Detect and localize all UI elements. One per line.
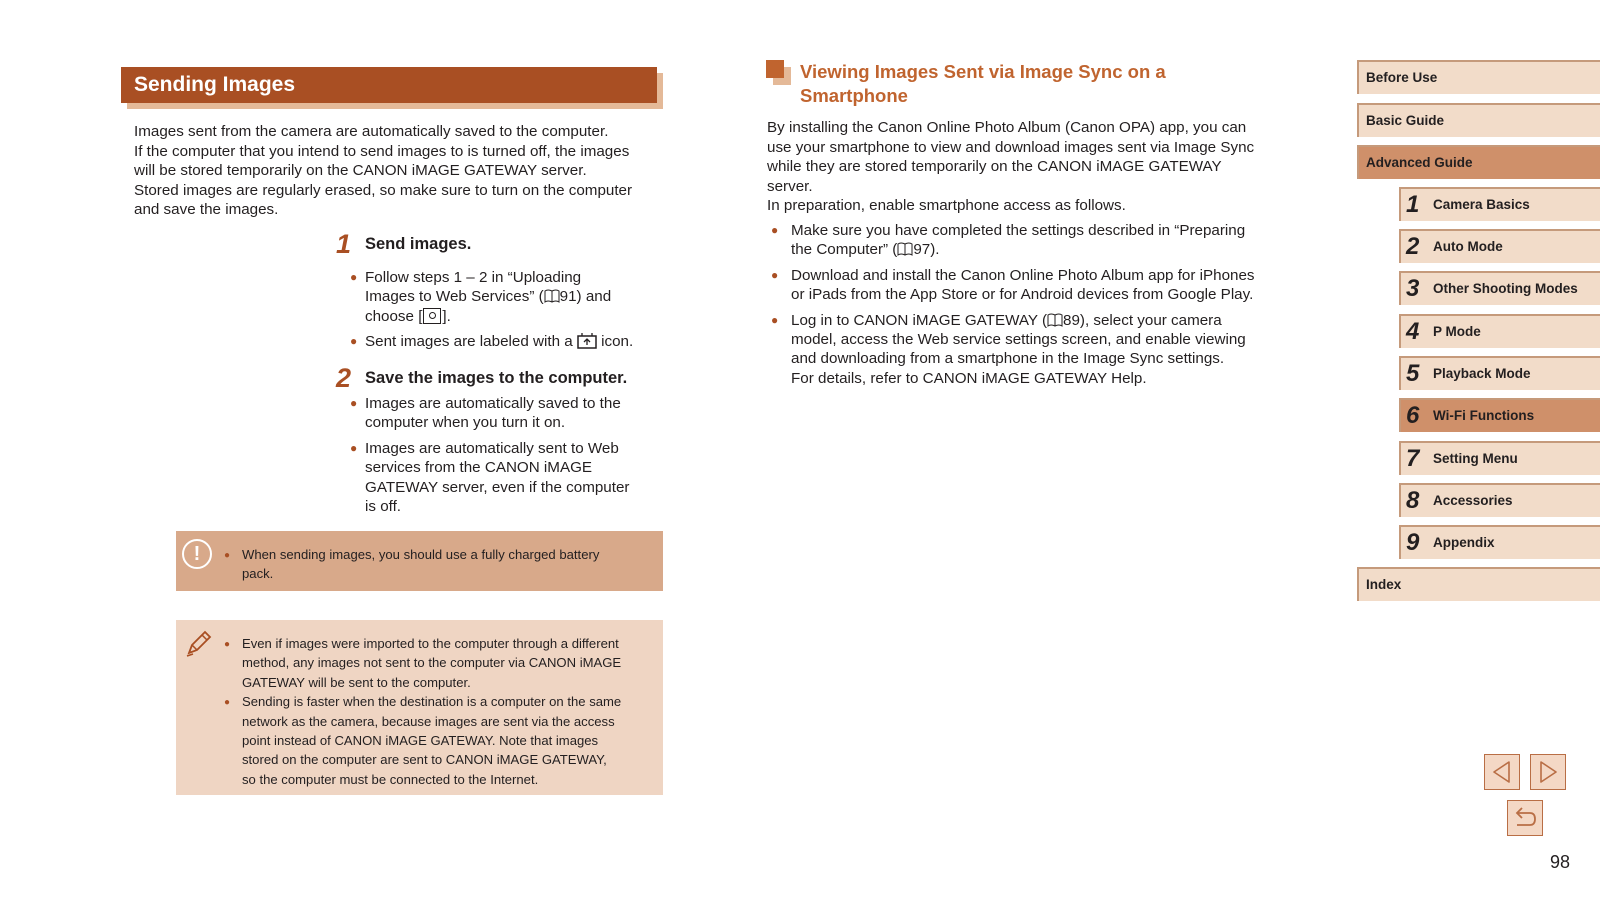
chapter-label: Wi-Fi Functions bbox=[1433, 408, 1535, 423]
bullet-icon: ● bbox=[771, 223, 779, 237]
chapter-label: Accessories bbox=[1433, 493, 1513, 508]
sent-label-icon bbox=[577, 333, 597, 349]
list-item: ● Sending is faster when the destination is a computer on the same network as the camera, because images are sent via the access point instead of CANON iMAGE GATEWAY. Note that images stored on the computer are sent to CANON iMAGE GATEWAY, so the computer must be connected to the Internet. bbox=[224, 694, 622, 787]
list-item: ● Make sure you have completed the settings described in “Preparing the Computer” ( 97). bbox=[771, 222, 1246, 259]
bullet-icon: ● bbox=[771, 312, 779, 327]
step-2 bbox=[336, 364, 666, 524]
list-item: ● Log in to CANON iMAGE GATEWAY ( 89), select your camera model, access the Web service settings screen, and enable viewing and downloading from a smartphone in the Image Sync settings. For details, refer to CANON iMAGE GATEWAY Help. bbox=[771, 311, 1246, 387]
chapter-number: 8 bbox=[1406, 487, 1420, 514]
nav-before-use[interactable]: Before Use bbox=[1357, 60, 1600, 94]
heading-marker-icon bbox=[766, 60, 792, 86]
chapter-number: 1 bbox=[1406, 191, 1420, 218]
nav-chapter-appendix[interactable] bbox=[1399, 525, 1600, 559]
subsection-bullets bbox=[771, 221, 1296, 394]
intro-line: Images sent from the camera are automatically saved to the computer. bbox=[134, 123, 609, 140]
nav-index[interactable]: Index bbox=[1357, 567, 1600, 601]
list-item: ● Follow steps 1 – 2 in “Uploading Images to Web Services” ( 91) and choose [ ]. bbox=[350, 269, 612, 325]
nav-chapter-accessories[interactable] bbox=[1399, 483, 1600, 517]
list-item: ● Even if images were imported to the computer through a different method, any images not sent to the computer via CANON iMAGE GATEWAY will be sent to the computer. bbox=[224, 636, 622, 690]
list-item: ● When sending images, you should use a fully charged battery pack. bbox=[224, 547, 600, 582]
next-page-button[interactable] bbox=[1530, 754, 1566, 790]
step-title: Save the images to the computer. bbox=[365, 369, 628, 387]
step-1 bbox=[336, 230, 666, 350]
bullet-icon: ● bbox=[771, 267, 779, 282]
book-reference-icon bbox=[897, 242, 913, 256]
nav-chapter-playback-mode[interactable] bbox=[1399, 356, 1600, 390]
computer-destination-icon bbox=[423, 308, 441, 324]
return-button[interactable] bbox=[1507, 800, 1543, 836]
bullet-icon: ● bbox=[224, 550, 231, 561]
bullet-icon: ● bbox=[224, 697, 231, 709]
chapter-number: 6 bbox=[1406, 402, 1420, 429]
step-title: Send images. bbox=[365, 235, 472, 253]
caution-list bbox=[224, 545, 654, 584]
step-bullets bbox=[350, 268, 660, 358]
chapter-number: 9 bbox=[1406, 529, 1420, 556]
caution-box bbox=[176, 531, 663, 591]
memo-box bbox=[176, 620, 663, 795]
list-item: ● Sent images are labeled with a icon. bbox=[350, 333, 634, 351]
nav-basic-guide[interactable]: Basic Guide bbox=[1357, 103, 1600, 137]
section-title: Sending Images bbox=[121, 67, 657, 103]
intro-line: Stored images are regularly erased, so make sure to turn on the computer bbox=[134, 181, 633, 199]
memo-list bbox=[224, 634, 654, 789]
book-reference-icon bbox=[1047, 313, 1063, 327]
page-reference-link[interactable]: 97). bbox=[913, 241, 940, 259]
intro-line: will be stored temporarily on the CANON iMAGE GATEWAY server. bbox=[134, 162, 587, 180]
chapter-number: 7 bbox=[1406, 445, 1420, 472]
chapter-label: Other Shooting Modes bbox=[1433, 281, 1578, 296]
page-reference-link[interactable]: 89), select your camera bbox=[1063, 311, 1222, 329]
chapter-number: 2 bbox=[1406, 233, 1420, 260]
nav-advanced-guide[interactable]: Advanced Guide bbox=[1357, 145, 1600, 179]
chapter-number: 5 bbox=[1406, 360, 1420, 387]
intro-line: If the computer that you intend to send images to is turned off, the images bbox=[134, 142, 630, 160]
subsection-title: Viewing Images Sent via Image Sync on a Smartphone bbox=[800, 61, 1166, 106]
section-title-block bbox=[121, 67, 663, 110]
chapter-label: Playback Mode bbox=[1433, 366, 1531, 381]
list-item: ● Images are automatically saved to the computer when you turn it on. bbox=[350, 395, 621, 432]
bullet-icon: ● bbox=[350, 396, 358, 410]
bullet-icon: ● bbox=[350, 334, 358, 349]
prev-page-button[interactable] bbox=[1484, 754, 1520, 790]
nav-chapter-wifi-functions[interactable] bbox=[1399, 398, 1600, 432]
caution-icon: ! bbox=[182, 539, 212, 569]
subsection-body: By installing the Canon Online Photo Album (Canon OPA) app, you can use your smartphone to view and download images sent via Image Sync while they are stored temporarily on the CANON iMAGE GATEWAY server. In preparation, enable smartphone access as follows. bbox=[767, 119, 1255, 215]
nav-chapter-auto-mode[interactable] bbox=[1399, 229, 1600, 263]
nav-chapter-other-shooting-modes[interactable] bbox=[1399, 271, 1600, 305]
nav-chapter-setting-menu[interactable] bbox=[1399, 441, 1600, 475]
bullet-icon: ● bbox=[350, 270, 358, 284]
bullet-icon: ● bbox=[350, 440, 358, 455]
page-reference-link[interactable]: 91) and bbox=[559, 288, 612, 306]
nav-chapter-camera-basics[interactable] bbox=[1399, 187, 1600, 221]
list-item: ● Download and install the Canon Online Photo Album app for iPhones or iPads from the App Store or for Android devices from Google Play. bbox=[771, 266, 1255, 304]
chapter-number: 3 bbox=[1406, 275, 1420, 302]
intro-line: and save the images. bbox=[134, 201, 279, 219]
list-item: ● Images are automatically sent to Web services from the CANON iMAGE GATEWAY server, even if the computer is off. bbox=[350, 439, 630, 516]
step-bullets bbox=[350, 394, 660, 522]
step-number: 2 bbox=[336, 363, 352, 393]
nav-chapter-p-mode[interactable] bbox=[1399, 314, 1600, 348]
chapter-label: Setting Menu bbox=[1433, 451, 1518, 466]
chapter-number: 4 bbox=[1406, 318, 1420, 345]
page-number: 98 bbox=[1549, 852, 1570, 872]
bullet-icon: ● bbox=[224, 639, 231, 650]
intro-paragraph bbox=[134, 122, 669, 220]
book-reference-icon bbox=[544, 289, 560, 303]
chapter-label: Appendix bbox=[1433, 535, 1495, 550]
step-number: 1 bbox=[336, 229, 352, 259]
chapter-label: Auto Mode bbox=[1433, 239, 1503, 254]
chapter-label: P Mode bbox=[1433, 324, 1481, 339]
chapter-label: Camera Basics bbox=[1433, 197, 1530, 212]
pencil-memo-icon bbox=[184, 628, 214, 658]
